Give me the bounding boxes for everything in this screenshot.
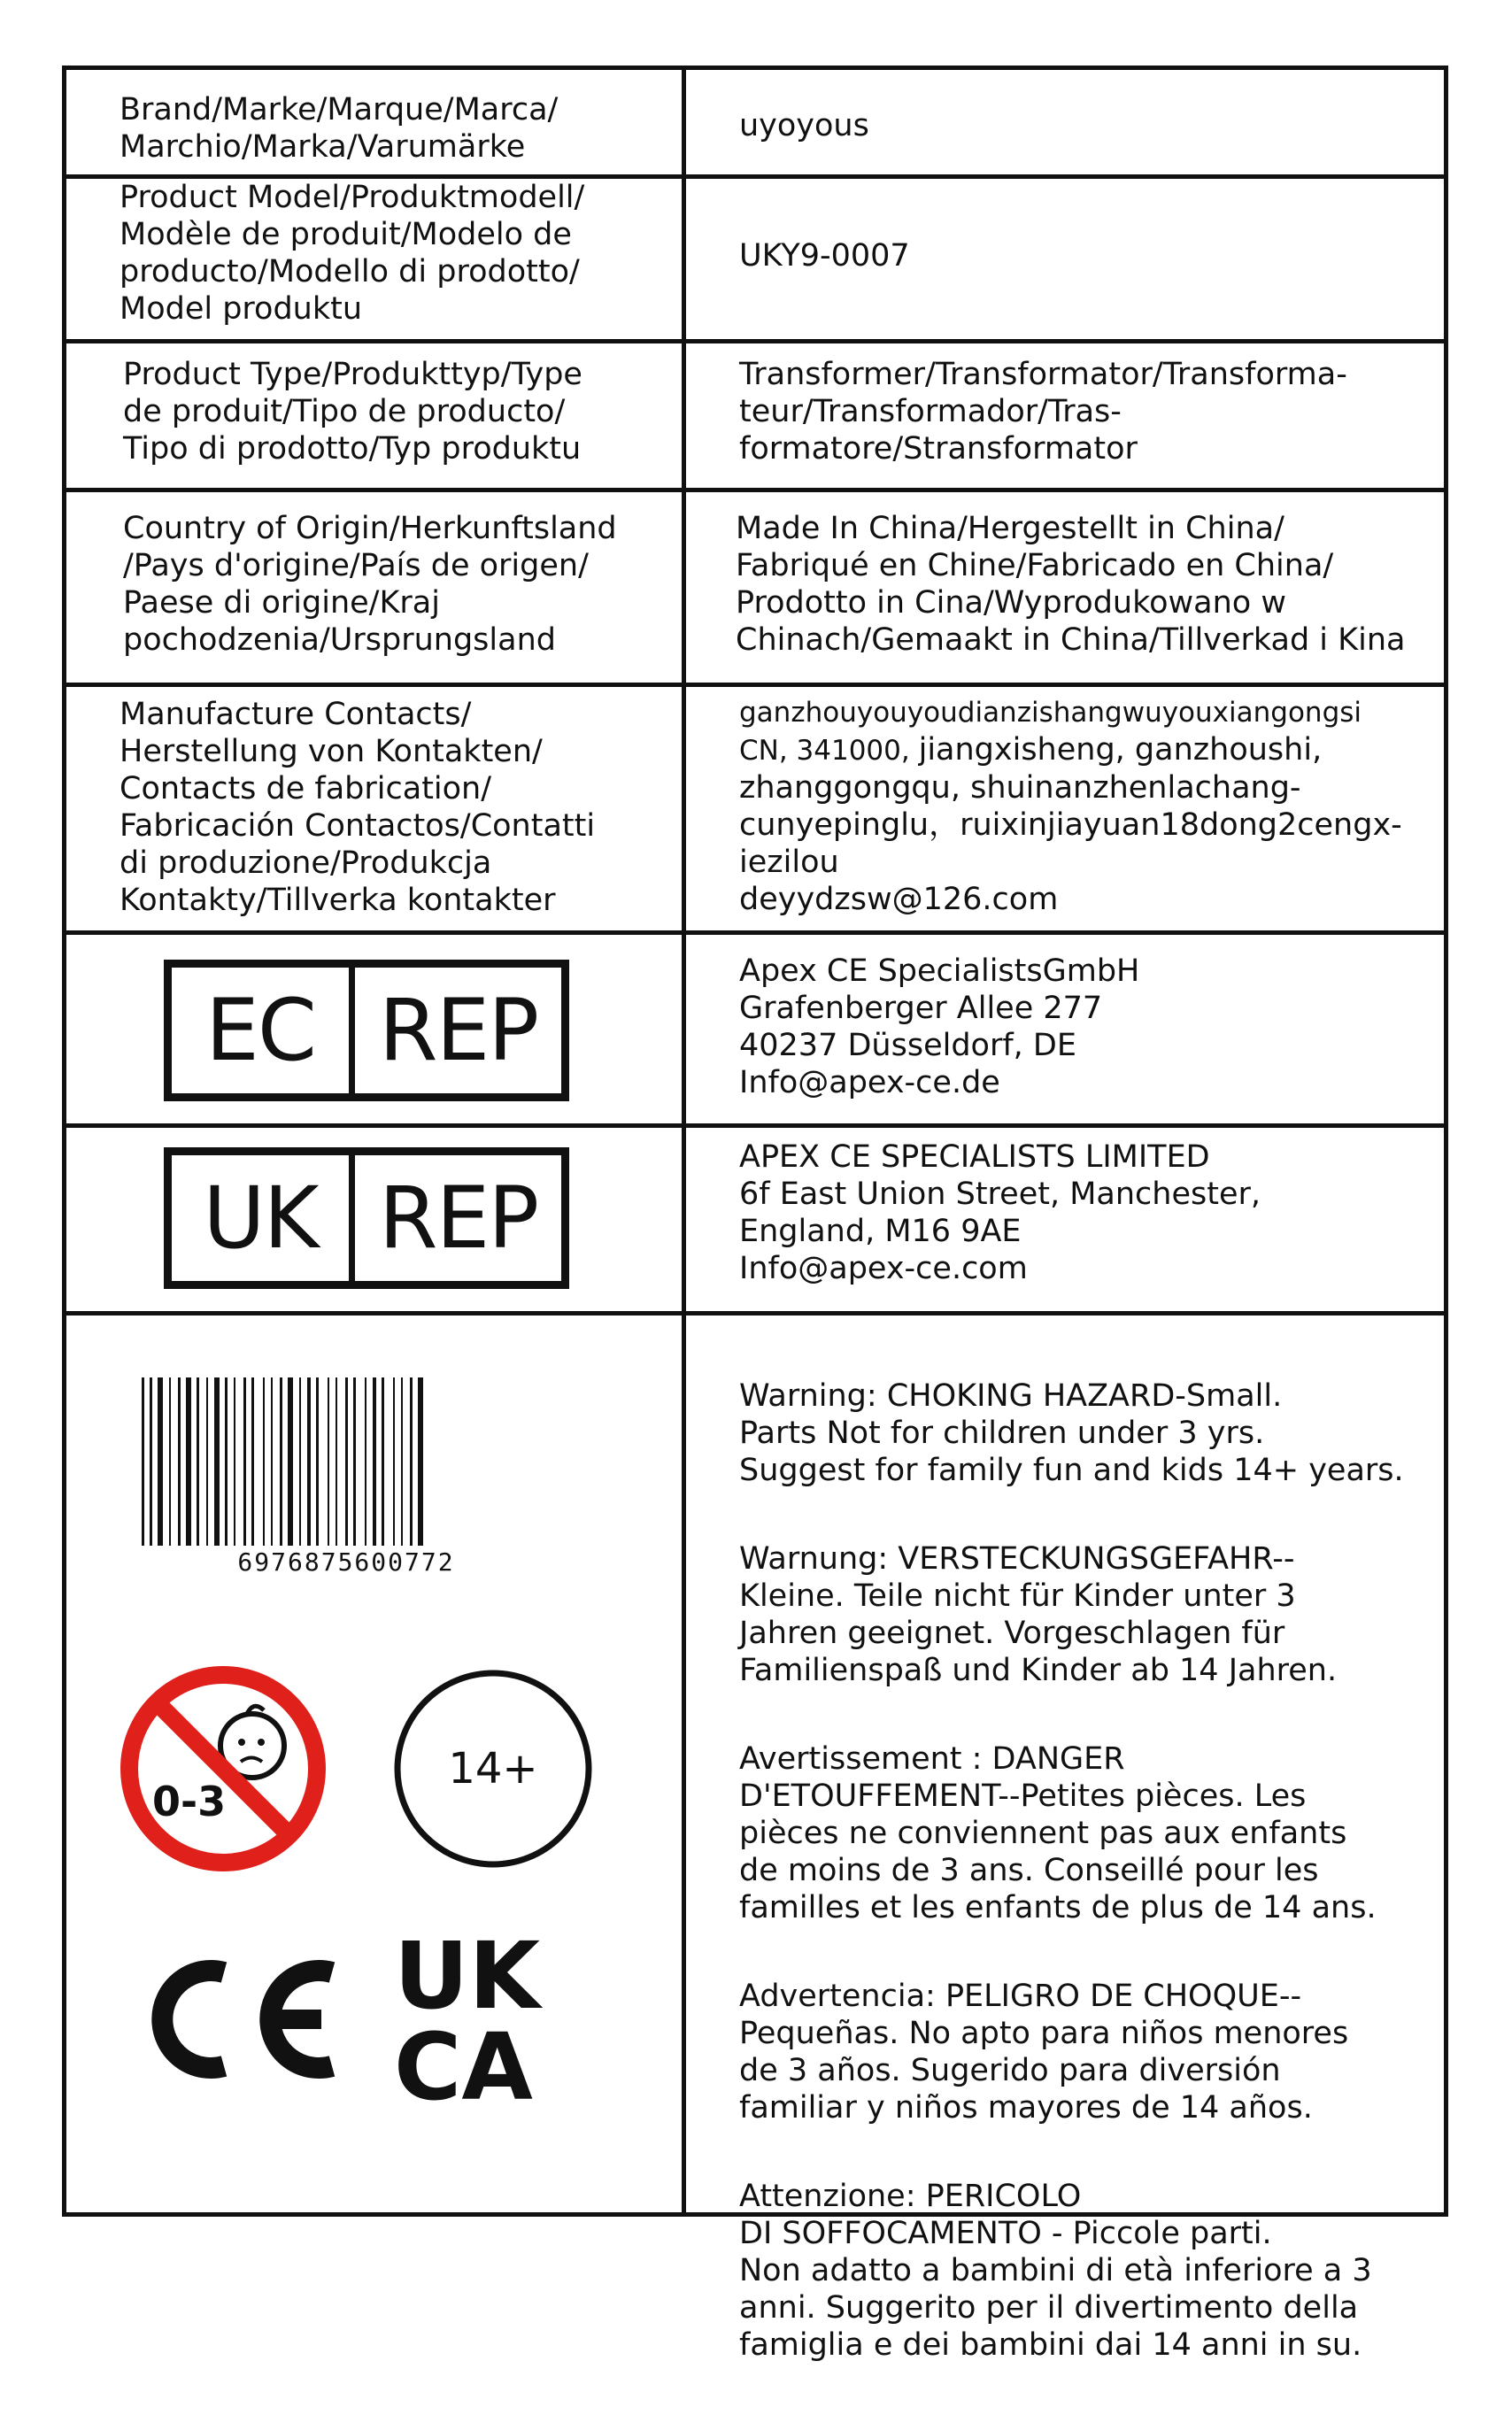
age-badge-text: 14+ [448, 1744, 538, 1794]
barcode-bars [142, 1377, 423, 1546]
barcode-bar [336, 1377, 337, 1546]
type-label: Product Type/Produkttyp/Type de produit/Tipo de producto/ Tipo di prodotto/Typ produktu [123, 357, 582, 467]
warnings-row [66, 1311, 1444, 2363]
origin-row [66, 488, 1444, 683]
barcode-bar [197, 1377, 199, 1546]
barcode-bar [251, 1377, 254, 1546]
ec-rep-mark [164, 960, 569, 1101]
barcode-bar [328, 1377, 329, 1546]
origin-value: Made In China/Hergestellt in China/ Fabriqué en Chine/Fabricado en China/ Prodotto in Cina/Wyprodukowano w Chinach/Gemaakt in China/Tillverkad i Kina [736, 511, 1406, 658]
uk-rep-address: APEX CE SPECIALISTS LIMITED 6f East Union Street, Manchester, England, M16 9AE Info@apex-ce.com [739, 1139, 1261, 1286]
barcode-bar [186, 1377, 191, 1546]
barcode-bar [169, 1377, 171, 1546]
ukca-mark-icon [394, 1926, 580, 2112]
barcode-number: 6976875600772 [237, 1547, 455, 1577]
barcode-bar [271, 1377, 273, 1546]
barcode-bar [142, 1377, 144, 1546]
barcode [133, 1377, 558, 1577]
barcode-bar [418, 1377, 423, 1546]
ec-rep-mark-right: REP [378, 981, 538, 1080]
age-prohibited-text: 0-3 [152, 1778, 227, 1825]
barcode-bar [178, 1377, 181, 1546]
contacts-row [66, 683, 1444, 930]
barcode-bar [365, 1377, 366, 1546]
warning-en: Warning: CHOKING HAZARD-Small. Parts Not for children under 3 yrs. Suggest for family fun and kids 14+ years. [739, 1378, 1404, 1488]
barcode-bar [316, 1377, 319, 1546]
barcode-bar [307, 1377, 311, 1546]
baby-eye-left [238, 1739, 245, 1746]
barcode-bar [158, 1377, 163, 1546]
brand-label: Brand/Marke/Marque/Marca/ Marchio/Marka/Varumärke [120, 92, 559, 165]
model-row [66, 174, 1444, 339]
model-value: UKY9-0007 [739, 238, 910, 274]
barcode-bar [382, 1377, 384, 1546]
ukca-line2: CA [394, 2013, 533, 2112]
brand-value: uyoyous [739, 108, 869, 143]
barcode-bar [288, 1377, 293, 1546]
warning-es: Advertencia: PELIGRO DE CHOQUE-- Pequeñas. No apto para niños menores de 3 años. Sugerido para diversión familiar y niños mayores de 14 años. [739, 1979, 1349, 2126]
type-value: Transformer/Transformator/Transforma- teur/Transformador/Tras- formatore/Stransformator [739, 357, 1347, 467]
barcode-bar [410, 1377, 413, 1546]
barcode-bar [345, 1377, 348, 1546]
barcode-bar [206, 1377, 208, 1546]
model-label: Product Model/Produktmodell/ Modèle de produit/Modelo de producto/Modello di prodotto/ Model produktu [120, 180, 585, 327]
warnings-list [739, 1340, 1439, 2415]
barcode-bar [299, 1377, 301, 1546]
contacts-label: Manufacture Contacts/ Herstellung von Kontakten/ Contacts de fabrication/ Fabricación Contactos/Contatti di produzione/Produkcja Kontakty/Tillverka kontakter [120, 697, 596, 918]
barcode-bar [225, 1377, 228, 1546]
barcode-bar [263, 1377, 265, 1546]
manufacturer-address [739, 731, 1439, 918]
barcode-bar [393, 1377, 395, 1546]
type-row [66, 339, 1444, 488]
ukca-line1: UK [394, 1926, 541, 2030]
age-14-plus-icon [390, 1665, 598, 1873]
ce-mark-icon [128, 1953, 350, 2086]
no-children-0-3-icon [115, 1661, 332, 1878]
barcode-bar [234, 1377, 235, 1546]
brand-row [66, 70, 1444, 174]
product-label [62, 66, 1448, 2363]
barcode-bar [243, 1377, 246, 1546]
origin-label: Country of Origin/Herkunftsland /Pays d'origine/País de origen/ Paese di origine/Kraj pochodzenia/Ursprungsland [123, 511, 617, 658]
uk-rep-mark-right: REP [378, 1169, 538, 1268]
warning-fr: Avertissement : DANGER D'ETOUFFEMENT--Petites pièces. Les pièces ne conviennent pas aux enfants de moins de 3 ans. Conseillé pour les familles et les enfants de plus de 14 ans. [739, 1741, 1377, 1925]
manufacturer-postal: CN, 341000, [739, 735, 919, 767]
warning-it: Attenzione: PERICOLO DI SOFFOCAMENTO - Piccole parti. Non adatto a bambini di età inferiore a 3 anni. Suggerito per il divertimento della famiglia e dei bambini dai 14 anni in su. [739, 2179, 1372, 2363]
barcode-bar [353, 1377, 356, 1546]
baby-eye-right [258, 1739, 265, 1746]
manufacturer-company: ganzhouyouyoudianzishangwuyouxiangongsi [739, 697, 1362, 729]
uk-rep-row [66, 1123, 1444, 1311]
ec-rep-row [66, 930, 1444, 1123]
uk-rep-mark [164, 1147, 569, 1289]
barcode-bar [214, 1377, 220, 1546]
warning-de: Warnung: VERSTECKUNGSGEFAHR-- Kleine. Teile nicht für Kinder unter 3 Jahren geeignet. Vorgeschlagen für Familienspaß und Kinder ab 14 Jahren. [739, 1541, 1338, 1688]
uk-rep-mark-left: UK [172, 1155, 355, 1281]
manufacturer-address-text: jiangxisheng, ganzhoushi, zhanggongqu, shuinanzhenlachang- cunyepinglu，ruixinjiayuan18dong2cengx- iezilou deyydzsw@126.com [739, 732, 1402, 917]
barcode-bar [373, 1377, 376, 1546]
barcode-bar [401, 1377, 403, 1546]
ec-rep-mark-left: EC [172, 968, 355, 1093]
barcode-bar [150, 1377, 152, 1546]
barcode-bar [280, 1377, 282, 1546]
ec-rep-address: Apex CE SpecialistsGmbH Grafenberger Allee 277 40237 Düsseldorf, DE Info@apex-ce.de [739, 953, 1140, 1100]
